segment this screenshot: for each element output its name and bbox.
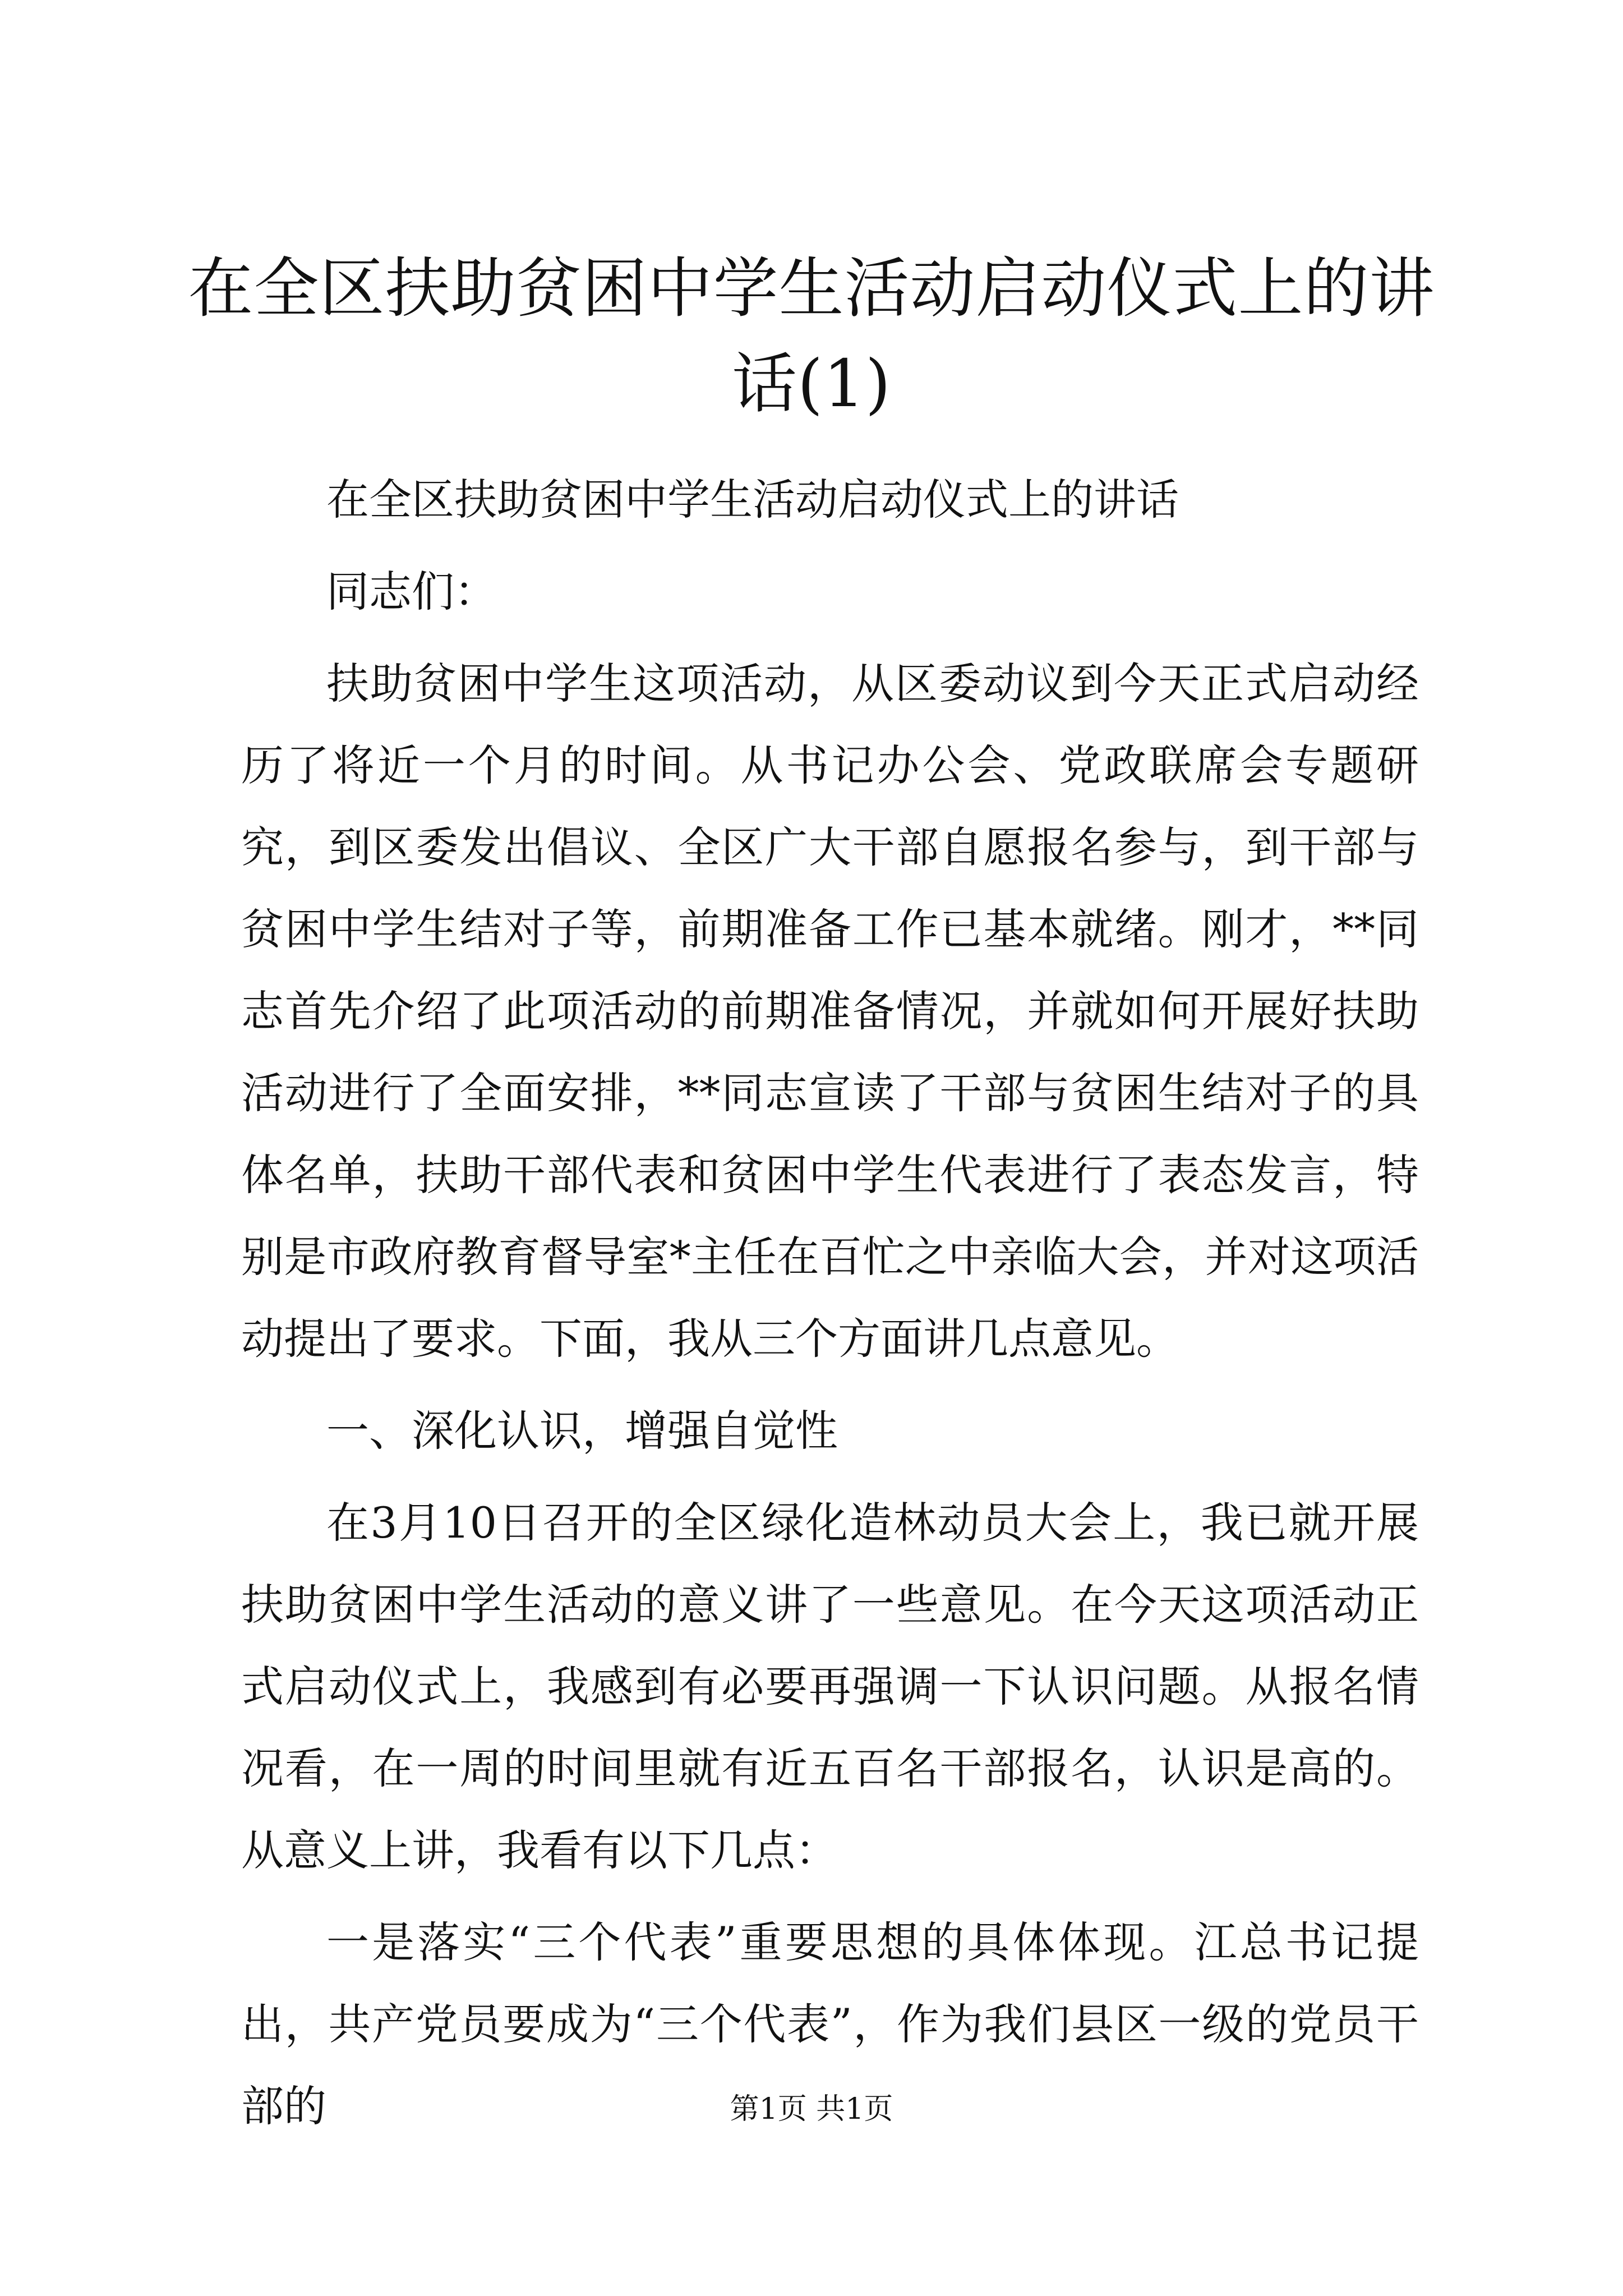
paragraph-intro: 扶助贫困中学生这项活动，从区委动议到今天正式启动经历了将近一个月的时间。从书记办公会、党政联席会专题研究，到区委发出倡议、全区广大干部自愿报名参与，到干部与贫困中学生结对子等，前期准备工作已基本就绪。刚才，**同志首先介绍了此项活动的前期准备情况，并就如何开展好扶助活动进行了全面安排，**同志宣读了干部与贫困生结对子的具体名单，扶助干部代表和贫困中学生代表进行了表态发言，特别是市政府教育督导室*主任在百忙之中亲临大会，并对这项活动提出了要求。下面，我从三个方面讲几点意见。 <box>241 659 1419 1364</box>
paragraph-section-1: 在3月10日召开的全区绿化造林动员大会上，我已就开展扶助贫困中学生活动的意义讲了一些意见。在今天这项活动正式启动仪式上，我感到有必要再强调一下认识问题。从报名情况看，在一周的时间里就有近五百名干部报名，认识是高的。从意义上讲，我看有以下几点： <box>241 1498 1419 1875</box>
document-title: 在全区扶助贫困中学生活动启动仪式上的讲话(1) <box>188 251 1435 422</box>
document-body <box>241 459 1419 2157</box>
paragraph-point-1: 一是落实“三个代表”重要思想的具体体现。江总书记提出，共产党员要成为“三个代表”，作为我们县区一级的党员干部的 <box>241 1917 1419 2131</box>
page-footer: 第1页 共1页 <box>730 2092 893 2126</box>
section-heading-1: 一、深化认识，增强自觉性 <box>326 1406 838 1456</box>
paragraph-salutation: 同志们： <box>326 567 497 616</box>
paragraph-subtitle: 在全区扶助贫困中学生活动启动仪式上的讲话 <box>326 475 1179 524</box>
